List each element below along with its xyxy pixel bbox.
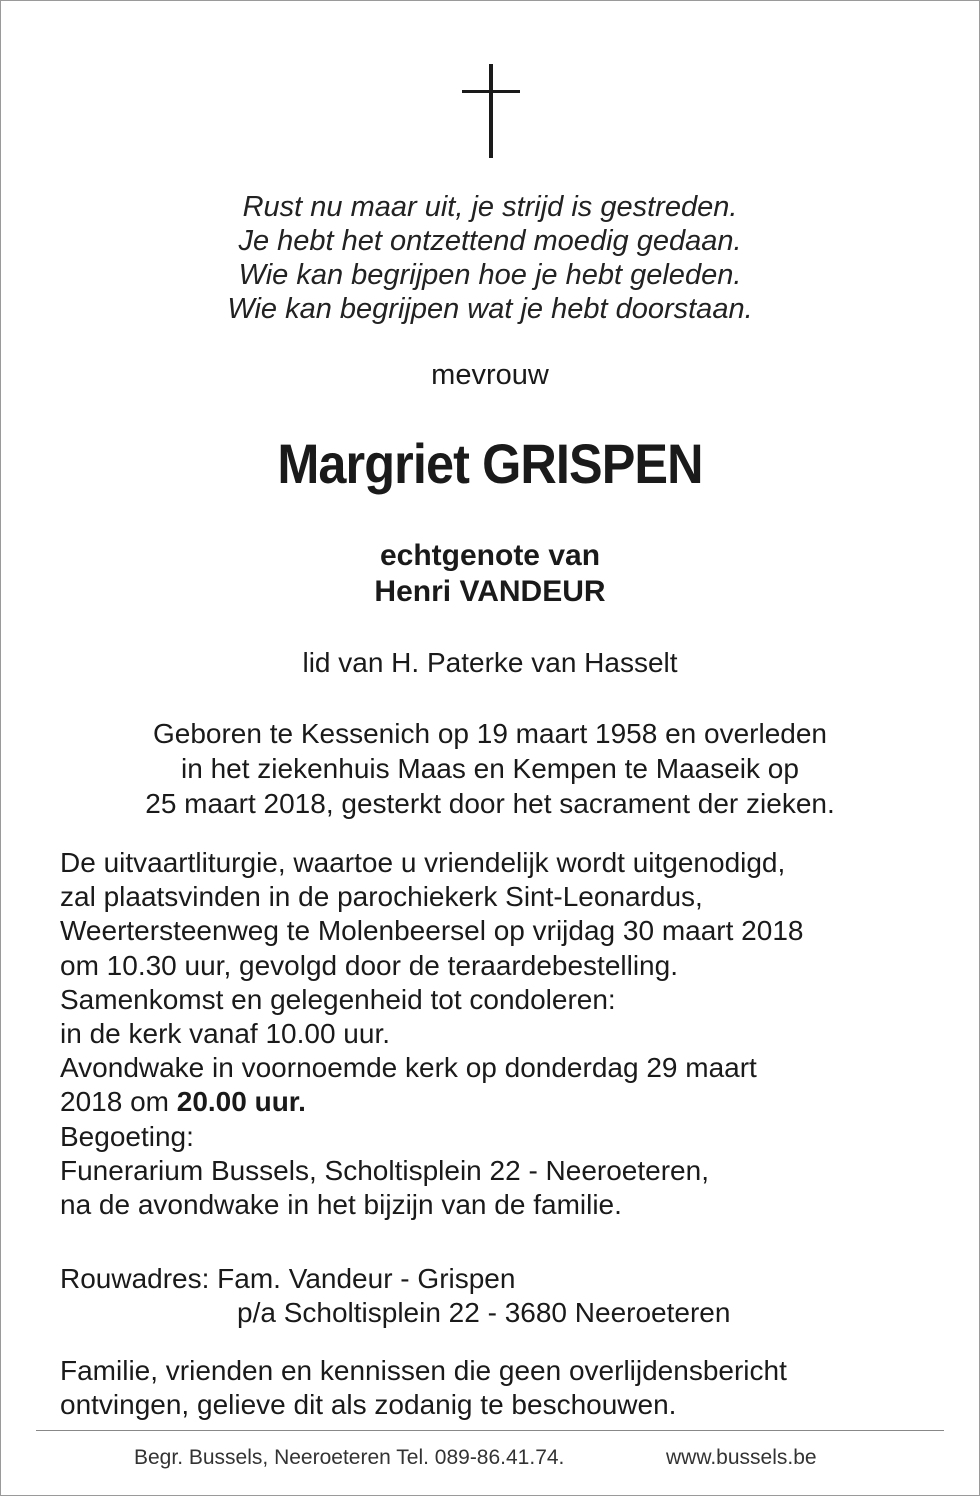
- wake-time-line: [60, 1085, 960, 1119]
- birth-death-line: Geboren te Kessenich op 19 maart 1958 en overleden: [152, 718, 827, 749]
- poem-line: Wie kan begrijpen wat je hebt doorstaan.: [227, 293, 753, 325]
- notice-text: [60, 1354, 960, 1422]
- deceased-name: Margriet GRISPEN: [277, 432, 703, 495]
- mourning-address: [60, 1262, 960, 1330]
- poem-line: Je hebt het ontzettend moedig gedaan.: [238, 225, 742, 257]
- spouse-relation: echtgenote van: [379, 539, 601, 572]
- spouse-block: [0, 538, 980, 610]
- poem-line: Rust nu maar uit, je strijd is gestreden.: [242, 191, 738, 223]
- notice-line: ontvingen, gelieve dit als zodanig te beschouwen.: [60, 1389, 677, 1421]
- liturgy-line: zal plaatsvinden in de parochiekerk Sint-Leonardus,: [60, 881, 703, 913]
- undertaker-info: Begr. Bussels, Neeroeteren Tel. 089-86.41.74.: [134, 1446, 565, 1469]
- liturgy-line: De uitvaartliturgie, waartoe u vriendelijk wordt uitgenodigd,: [60, 847, 786, 878]
- birth-death-text: [0, 716, 980, 821]
- cross-icon: [462, 64, 520, 158]
- liturgy-line: Begoeting:: [60, 1120, 194, 1152]
- spouse-name: Henri VANDEUR: [374, 575, 606, 608]
- address-line-2: p/a Scholtisplein 22 - 3680 Neeroeteren: [237, 1297, 731, 1329]
- wake-time: 20.00 uur.: [176, 1086, 306, 1118]
- website-link[interactable]: www.bussels.be: [666, 1446, 817, 1469]
- wake-date-prefix: 2018 om: [60, 1086, 177, 1118]
- poem: [0, 190, 980, 326]
- liturgy-line: Samenkomst en gelegenheid tot condoleren:: [60, 983, 616, 1015]
- poem-line: Wie kan begrijpen hoe je hebt geleden.: [238, 259, 742, 291]
- birth-death-line: 25 maart 2018, gesterkt door het sacrament der zieken.: [145, 788, 835, 819]
- footer-divider: [36, 1430, 944, 1431]
- address-line-1: Rouwadres: Fam. Vandeur - Grispen: [60, 1263, 516, 1294]
- notice-line: Familie, vrienden en kennissen die geen overlijdensbericht: [60, 1355, 787, 1386]
- liturgy-line: Funerarium Bussels, Scholtisplein 22 - Neeroeteren,: [60, 1154, 709, 1186]
- honorific: mevrouw: [431, 359, 549, 391]
- liturgy-text: [60, 846, 960, 1222]
- liturgy-line: Weertersteenweg te Molenbeersel op vrijdag 30 maart 2018: [60, 915, 804, 947]
- liturgy-line: Avondwake in voornoemde kerk op donderdag 29 maart: [60, 1052, 757, 1084]
- membership: lid van H. Paterke van Hasselt: [302, 647, 678, 678]
- liturgy-line: na de avondwake in het bijzijn van de familie.: [60, 1189, 622, 1221]
- birth-death-line: in het ziekenhuis Maas en Kempen te Maaseik op: [181, 753, 799, 784]
- liturgy-line: om 10.30 uur, gevolgd door de teraardebestelling.: [60, 949, 678, 981]
- liturgy-line: in de kerk vanaf 10.00 uur.: [60, 1018, 390, 1050]
